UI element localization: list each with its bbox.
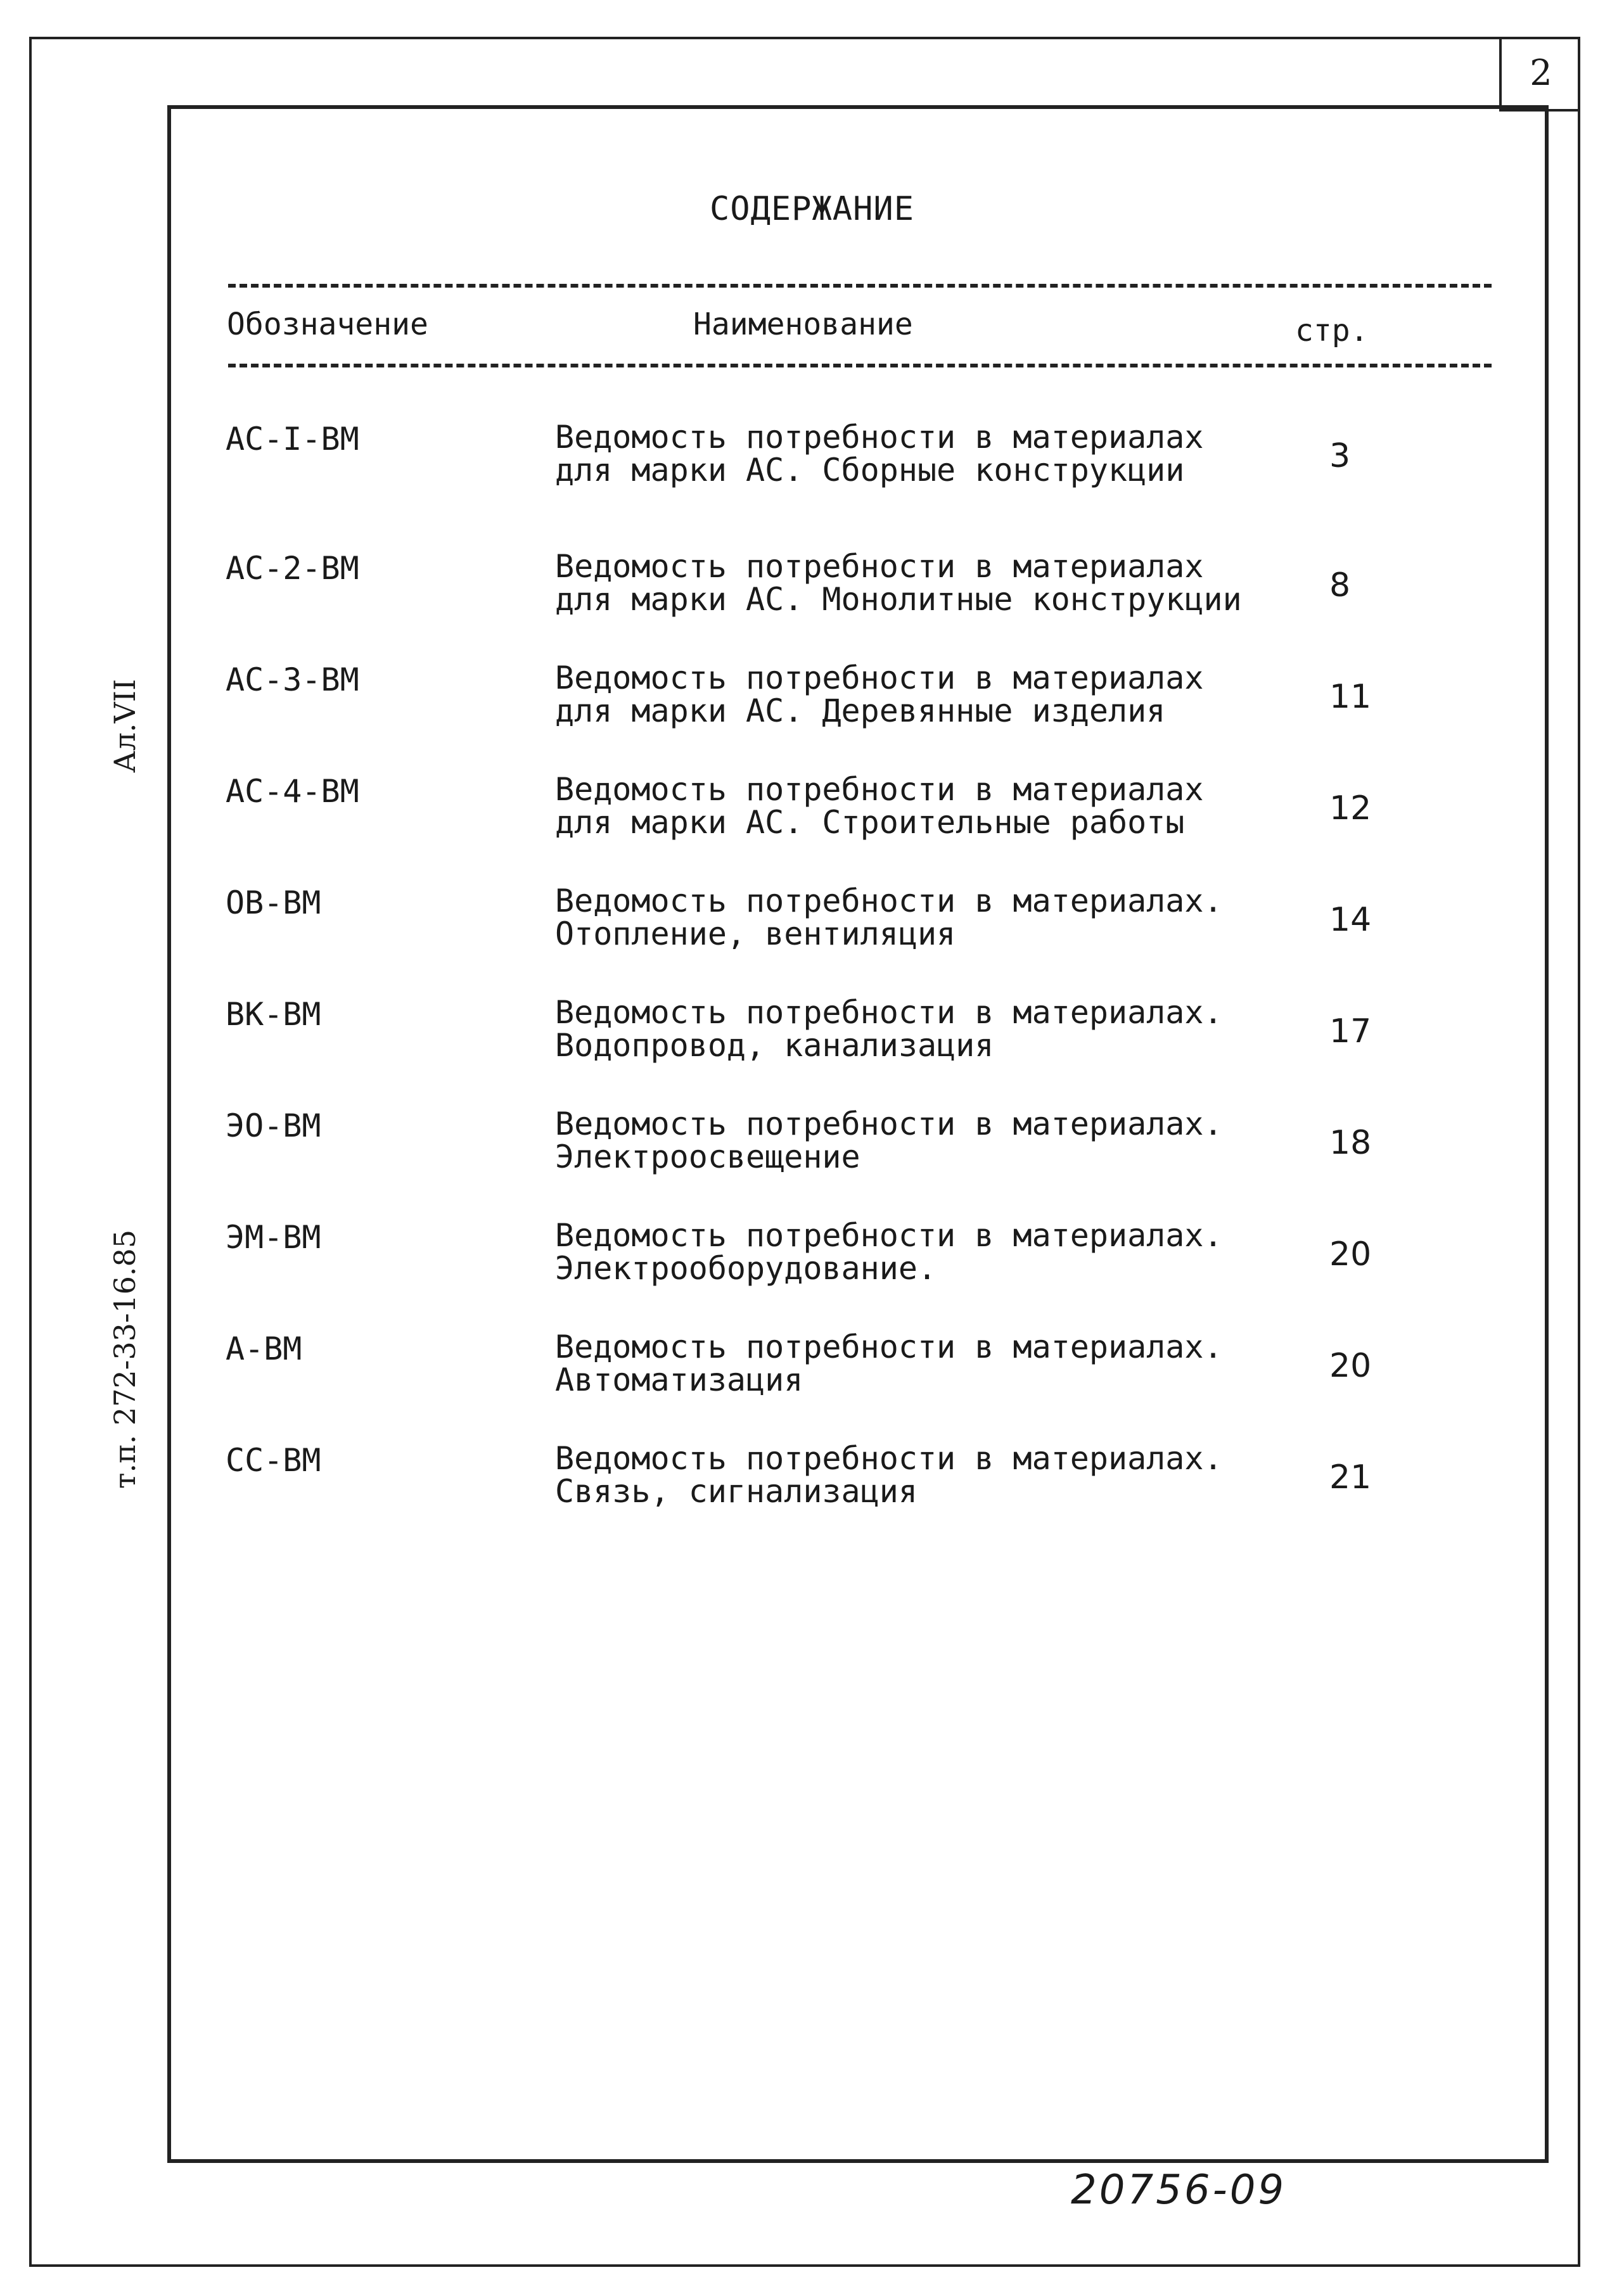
table-row [0, 1107, 1605, 1202]
row-name [555, 996, 1223, 1062]
row-page: 3 [1329, 437, 1351, 475]
row-code: ВК-ВМ [226, 996, 321, 1033]
column-header-name: Наименование [693, 307, 913, 342]
table-row [0, 773, 1605, 868]
column-header-page: стр. [1295, 313, 1369, 348]
row-page: 11 [1329, 678, 1372, 716]
page-number: 2 [1530, 52, 1552, 94]
row-code: ЭМ-ВМ [226, 1219, 321, 1256]
row-name-line2: для марки АС. Деревянные изделия [555, 692, 1166, 729]
row-name-line2: Водопровод, канализация [555, 1027, 994, 1064]
row-page: 17 [1329, 1012, 1372, 1050]
row-page: 18 [1329, 1124, 1372, 1162]
row-page: 20 [1329, 1347, 1372, 1385]
row-code: ЭО-ВМ [226, 1107, 321, 1144]
document-title: СОДЕРЖАНИЕ [709, 190, 915, 228]
row-name-line1: Ведомость потребности в материалах [555, 660, 1204, 696]
document-registration-number: 20756-09 [1071, 2167, 1287, 2214]
table-row [0, 996, 1605, 1091]
row-name [555, 1107, 1223, 1173]
side-label-album: Ал.VII [108, 679, 142, 773]
row-name-line2: Электрооборудование. [555, 1250, 937, 1287]
row-name-line1: Ведомость потребности в материалах. [555, 883, 1223, 919]
row-code: ОВ-ВМ [226, 884, 321, 921]
row-name-line1: Ведомость потребности в материалах. [555, 994, 1223, 1031]
row-name [555, 773, 1204, 839]
table-row [0, 421, 1605, 516]
row-code: АС-4-ВМ [226, 773, 359, 810]
header-bottom-divider [228, 364, 1492, 367]
row-name-line2: Связь, сигнализация [555, 1473, 918, 1510]
row-name-line1: Ведомость потребности в материалах. [555, 1106, 1223, 1142]
table-row [0, 1330, 1605, 1425]
row-name [555, 550, 1242, 616]
row-name [555, 1330, 1223, 1396]
row-name-line1: Ведомость потребности в материалах [555, 548, 1204, 585]
table-row [0, 550, 1605, 645]
header-top-divider [228, 284, 1492, 288]
row-code: АС-2-ВМ [226, 550, 359, 587]
table-row [0, 1442, 1605, 1537]
page-number-box [1499, 37, 1580, 112]
row-name-line2: Автоматизация [555, 1362, 803, 1398]
row-code: АС-I-ВМ [226, 421, 359, 457]
row-name-line2: для марки АС. Строительные работы [555, 804, 1185, 841]
row-name-line2: Электроосвещение [555, 1138, 860, 1175]
row-code: А-ВМ [226, 1330, 302, 1367]
row-page: 8 [1329, 566, 1351, 604]
table-row [0, 1219, 1605, 1314]
row-name-line1: Ведомость потребности в материалах [555, 771, 1204, 808]
row-page: 20 [1329, 1235, 1372, 1273]
row-name-line1: Ведомость потребности в материалах. [555, 1329, 1223, 1365]
row-code: СС-ВМ [226, 1442, 321, 1479]
row-page: 12 [1329, 789, 1372, 827]
row-page: 21 [1329, 1458, 1372, 1496]
row-name-line1: Ведомость потребности в материалах. [555, 1217, 1223, 1254]
row-name [555, 1442, 1223, 1508]
row-name-line1: Ведомость потребности в материалах. [555, 1440, 1223, 1477]
row-code: АС-3-ВМ [226, 661, 359, 698]
row-page: 14 [1329, 901, 1372, 939]
row-name [555, 661, 1204, 727]
table-row [0, 661, 1605, 756]
row-name [555, 1219, 1223, 1285]
row-name-line2: Отопление, вентиляция [555, 915, 956, 952]
row-name [555, 421, 1204, 487]
row-name-line2: для марки АС. Сборные конструкции [555, 452, 1185, 488]
column-header-code: Обозначение [227, 307, 428, 342]
side-label-project: т.п. 272-33-16.85 [108, 1229, 142, 1489]
table-row [0, 884, 1605, 979]
row-name-line2: для марки АС. Монолитные конструкции [555, 581, 1242, 618]
row-name [555, 884, 1223, 950]
row-name-line1: Ведомость потребности в материалах [555, 419, 1204, 456]
